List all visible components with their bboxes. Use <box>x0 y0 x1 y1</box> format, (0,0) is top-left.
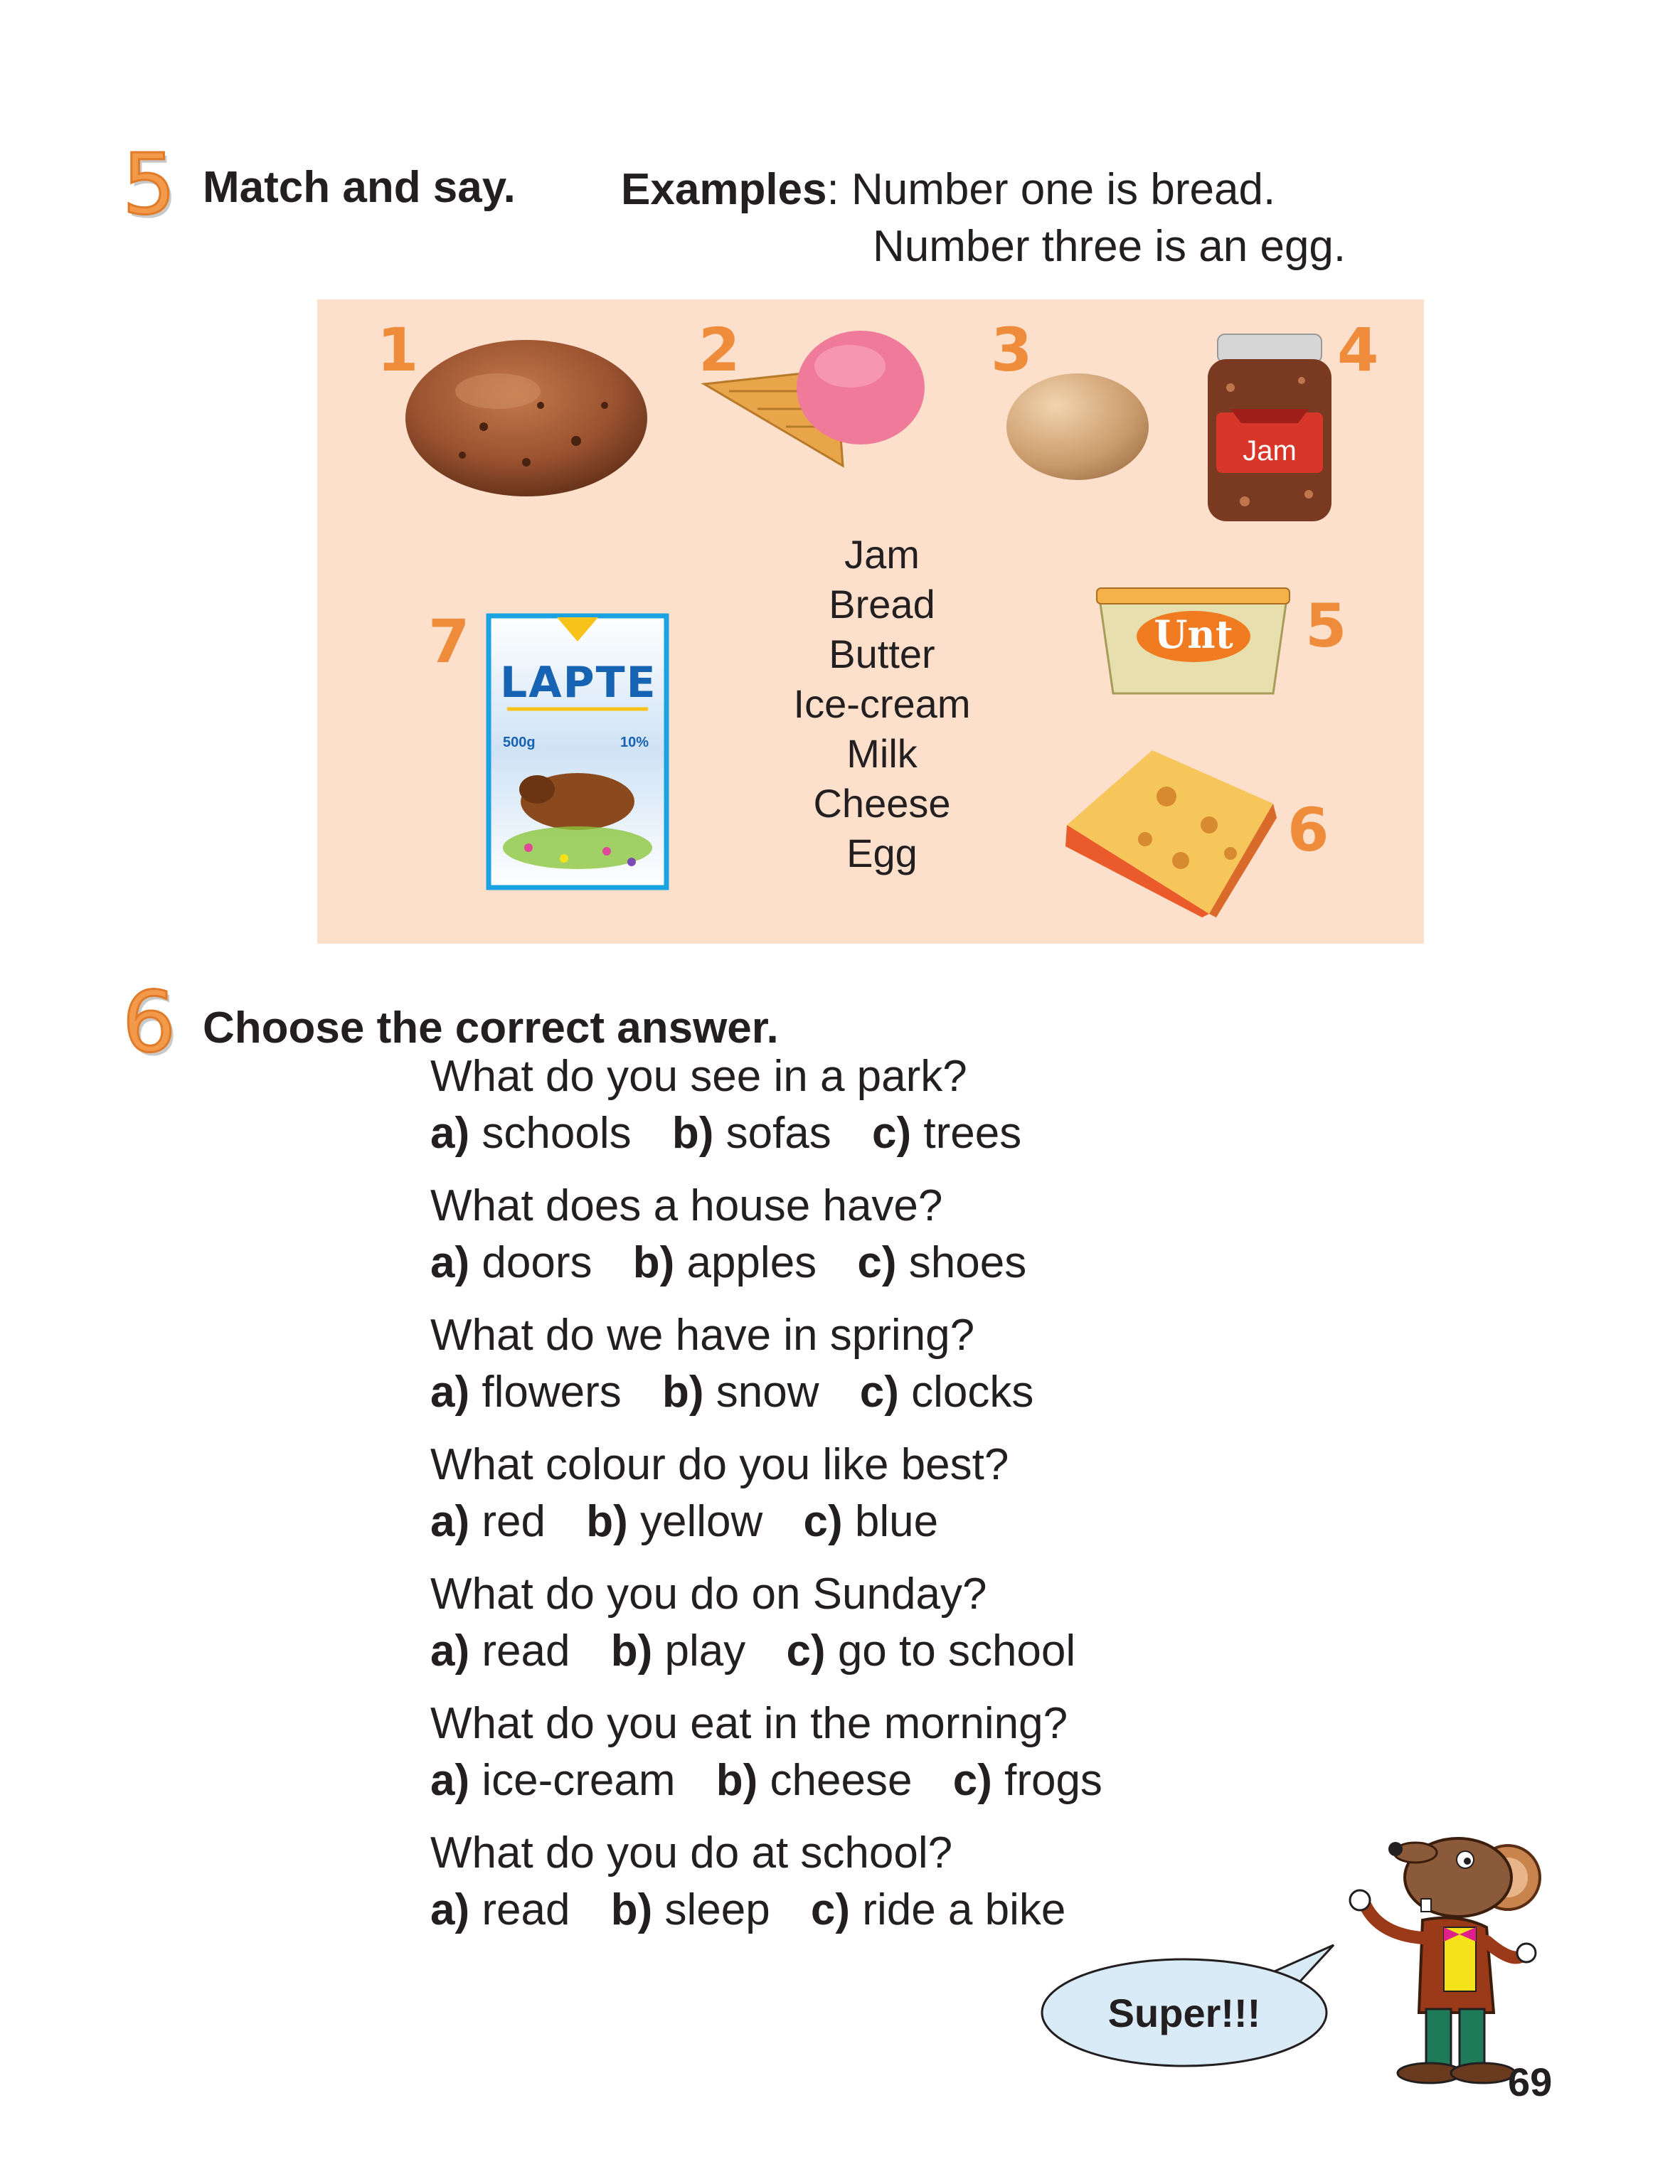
word-milk: Milk <box>846 731 918 776</box>
question-item <box>430 1566 1131 1680</box>
answer-option-b[interactable] <box>611 1885 770 1934</box>
option-letter: a) <box>430 1626 470 1676</box>
question-item <box>430 1437 1131 1550</box>
milk-carton-weight: 500g <box>503 735 536 750</box>
option-letter: c) <box>810 1885 851 1934</box>
ice-cream-cone-icon <box>701 327 928 469</box>
item-number-4: 4 <box>1337 315 1379 385</box>
examples-block <box>621 161 1346 275</box>
answer-options <box>430 1235 1131 1291</box>
answer-options <box>430 1882 1131 1939</box>
examples-label: Examples <box>621 165 827 214</box>
option-text: shoes <box>908 1238 1027 1287</box>
option-text: clocks <box>911 1368 1034 1417</box>
answer-option-a[interactable] <box>430 1497 546 1546</box>
item-number-1: 1 <box>377 315 419 385</box>
question-list <box>430 1048 1131 1954</box>
exercise-6-title-text: Choose the correct answer <box>203 1003 767 1053</box>
exercise-6-title-dot: . <box>766 1003 779 1053</box>
milk-carton-fat: 10% <box>620 735 649 750</box>
item-number-5: 5 <box>1305 591 1347 661</box>
answer-option-b[interactable] <box>611 1626 746 1676</box>
answer-option-a[interactable] <box>430 1238 592 1287</box>
example-sentence-1: Number one is bread. <box>851 165 1276 214</box>
option-letter: b) <box>610 1885 653 1934</box>
answer-option-b[interactable] <box>672 1109 831 1158</box>
answer-option-a[interactable] <box>430 1109 632 1158</box>
answer-option-b[interactable] <box>662 1368 819 1417</box>
option-letter: a) <box>430 1109 470 1158</box>
exercise-6-number: 6 <box>122 973 176 1071</box>
option-letter: c) <box>872 1109 912 1158</box>
jam-jar-label: Jam <box>1243 435 1297 467</box>
answer-option-b[interactable] <box>633 1238 817 1287</box>
milk-carton-icon <box>486 613 669 890</box>
option-text: ice-cream <box>482 1756 676 1805</box>
option-text: flowers <box>482 1368 622 1417</box>
option-letter: c) <box>803 1497 843 1546</box>
mouse-mascot-icon <box>1337 1821 1551 2091</box>
answer-option-c[interactable] <box>872 1109 1021 1158</box>
page-number: 69 <box>1508 2060 1553 2104</box>
option-text: blue <box>854 1497 939 1546</box>
option-text: sleep <box>664 1885 770 1934</box>
answer-options <box>430 1493 1131 1550</box>
milk-carton-brand: LAPTE <box>500 658 657 708</box>
option-text: ride a bike <box>862 1885 1066 1934</box>
word-cheese: Cheese <box>813 781 951 826</box>
option-text: cheese <box>770 1756 913 1805</box>
answer-option-c[interactable] <box>804 1497 939 1546</box>
answer-option-c[interactable] <box>811 1885 1065 1934</box>
option-text: schools <box>482 1109 632 1158</box>
option-letter: a) <box>430 1756 470 1805</box>
question-text: What does a house have? <box>430 1181 943 1230</box>
answer-options <box>430 1364 1131 1421</box>
examples-line-1 <box>621 161 1346 218</box>
jam-jar-icon <box>1202 331 1337 526</box>
option-letter: b) <box>586 1497 628 1546</box>
question-item <box>430 1048 1131 1162</box>
cheese-wedge-icon <box>1060 747 1280 917</box>
exercise-6-title <box>203 1003 779 1053</box>
item-number-7: 7 <box>428 607 470 676</box>
item-number-2: 2 <box>698 315 740 385</box>
answer-option-c[interactable] <box>860 1368 1034 1417</box>
option-letter: a) <box>430 1497 470 1546</box>
word-egg: Egg <box>846 831 918 875</box>
option-letter: c) <box>952 1756 992 1805</box>
bread-loaf-icon <box>398 327 654 505</box>
option-text: play <box>664 1626 746 1676</box>
exercise-5-title-text: Match and say <box>203 163 504 212</box>
option-text: red <box>482 1497 546 1546</box>
option-letter: a) <box>430 1238 470 1287</box>
option-text: snow <box>716 1368 819 1417</box>
option-text: sofas <box>725 1109 831 1158</box>
option-text: yellow <box>639 1497 763 1546</box>
option-text: trees <box>923 1109 1022 1158</box>
answer-option-b[interactable] <box>586 1497 762 1546</box>
option-letter: c) <box>859 1368 899 1417</box>
exercise-5-number: 5 <box>122 135 176 233</box>
answer-option-c[interactable] <box>786 1626 1075 1676</box>
option-text: go to school <box>837 1626 1076 1676</box>
exercise-5-title-dot: . <box>503 163 516 212</box>
question-text: What do we have in spring? <box>430 1311 975 1360</box>
option-letter: c) <box>786 1626 826 1676</box>
word-butter: Butter <box>829 632 935 676</box>
item-number-3: 3 <box>991 315 1033 385</box>
question-text: What do you do on Sunday? <box>430 1570 987 1619</box>
option-letter: b) <box>662 1368 704 1417</box>
word-ice-cream: Ice-cream <box>793 681 971 726</box>
question-text: What colour do you like best? <box>430 1440 1009 1489</box>
option-letter: c) <box>857 1238 897 1287</box>
answer-option-b[interactable] <box>716 1756 913 1805</box>
option-text: doors <box>482 1238 592 1287</box>
word-jam: Jam <box>844 532 920 577</box>
egg-icon <box>1003 370 1152 484</box>
speech-bubble-text: Super!!! <box>1107 1991 1261 2035</box>
answer-option-a[interactable] <box>430 1756 676 1805</box>
example-sentence-2: Number three is an egg. <box>873 222 1346 271</box>
question-text: What do you eat in the morning? <box>430 1699 1068 1748</box>
answer-option-a[interactable] <box>430 1626 570 1676</box>
butter-tub-label: Unt <box>1154 612 1233 657</box>
option-text: read <box>482 1885 570 1934</box>
option-letter: b) <box>632 1238 675 1287</box>
examples-colon: : <box>826 165 839 214</box>
question-item <box>430 1695 1131 1809</box>
question-item <box>430 1825 1131 1939</box>
answer-option-c[interactable] <box>857 1238 1026 1287</box>
examples-line-2 <box>621 218 1346 275</box>
option-letter: a) <box>430 1885 470 1934</box>
question-item <box>430 1307 1131 1421</box>
option-letter: a) <box>430 1368 470 1417</box>
answer-options <box>430 1752 1131 1809</box>
answer-options <box>430 1623 1131 1680</box>
option-letter: b) <box>716 1756 758 1805</box>
item-number-6: 6 <box>1287 795 1329 865</box>
option-letter: b) <box>671 1109 714 1158</box>
question-text: What do you see in a park? <box>430 1052 967 1101</box>
question-item <box>430 1178 1131 1291</box>
answer-option-c[interactable] <box>953 1756 1102 1805</box>
exercise-5-title <box>203 163 516 212</box>
answer-options <box>430 1105 1131 1162</box>
food-word-list <box>775 530 989 878</box>
option-text: read <box>482 1626 570 1676</box>
question-text: What do you do at school? <box>430 1828 953 1877</box>
answer-option-a[interactable] <box>430 1885 570 1934</box>
option-text: apples <box>686 1238 817 1287</box>
option-text: frogs <box>1004 1756 1102 1805</box>
option-letter: b) <box>610 1626 653 1676</box>
word-bread: Bread <box>829 582 935 627</box>
answer-option-a[interactable] <box>430 1368 622 1417</box>
